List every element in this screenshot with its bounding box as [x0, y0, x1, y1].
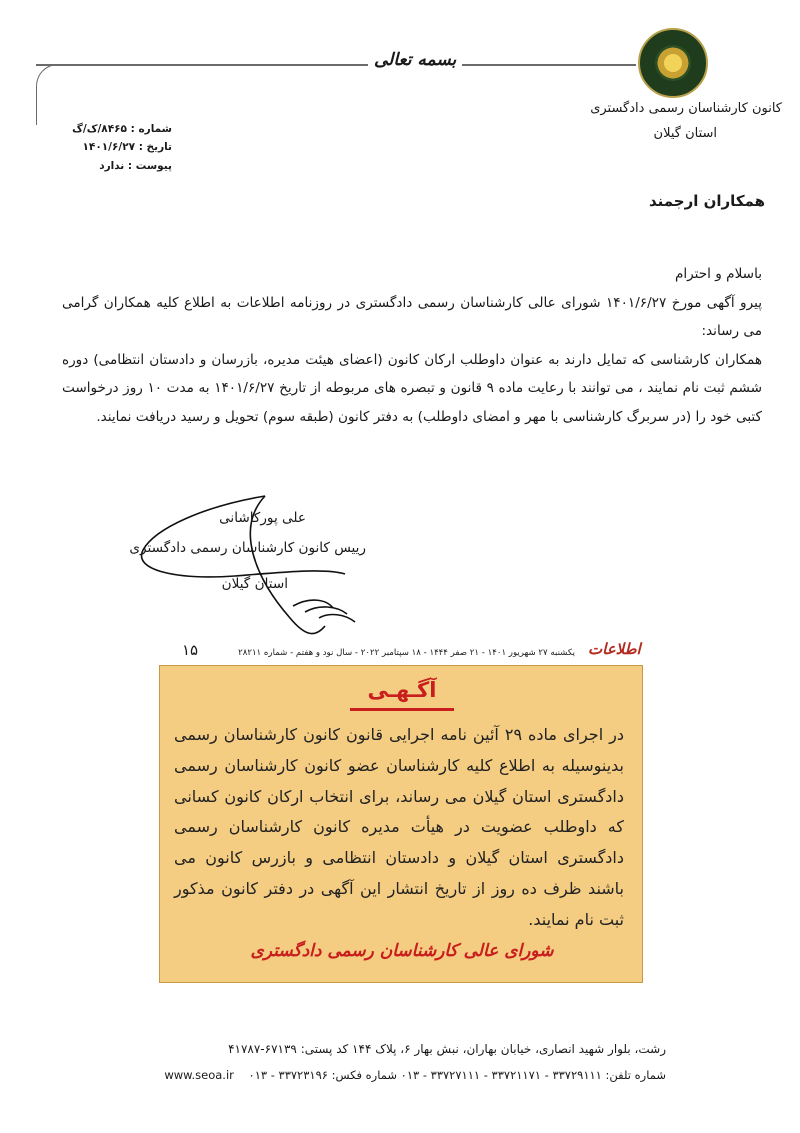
footer-website[interactable]: www.seoa.ir [164, 1068, 234, 1082]
footer-contact [100, 1068, 666, 1082]
letter-body [62, 260, 762, 432]
advertisement-title-underline [350, 708, 454, 711]
newspaper-logo: اطلاعات [588, 640, 641, 658]
advertisement-signature: شورای عالی کارشناسان رسمی دادگستری [250, 941, 554, 961]
greeting: باسلام و احترام [674, 266, 762, 282]
signatory-title: رییس کانون کارشناسان رسمی دادگستری [129, 540, 366, 556]
newspaper-dateline: یکشنبه ۲۷ شهریور ۱۴۰۱ - ۲۱ صفر ۱۴۴۴ - ۱۸ سپتامبر ۲۰۲۲ - سال نود و هفتم - شماره ۲۸۲۱۱ [238, 648, 575, 658]
organization-name: کانون کارشناسان رسمی دادگستری [590, 101, 782, 116]
newspaper-advertisement [159, 665, 643, 983]
advertisement-body: در اجرای ماده ۲۹ آئین نامه اجرایی قانون کانون کارشناسان رسمی بدینوسیله به اطلاع کلیه کارشناسان عضو کانون کارشناسان رسمی دادگستری استان گیلان می رساند، برای انتخاب ارکان کانون کسانی که داوطلب عضویت در هیأت مدیره کانون کارشناسان رسمی دادگستری استان گیلان و دادستان انتظامی و بازرس کانون می باشند ظرف ده روز از تاریخ انتشار این آگهی در دفتر کانون مذکور ثبت نام نمایند. [174, 725, 624, 929]
body-paragraph-1: پیرو آگهی مورخ ۱۴۰۱/۶/۲۷ شورای عالی کارشناسان رسمی دادگستری در روزنامه اطلاعات به اطلاع کلیه همکاران گرامی می رساند: [62, 294, 762, 340]
footer-address: رشت، بلوار شهید انصاری، خیابان بهاران، نبش بهار ۶، پلاک ۱۴۴ کد پستی: ۶۷۱۳۹-۴۱۷۸۷ [228, 1042, 666, 1056]
organization-province: استان گیلان [653, 126, 717, 141]
header-rule [36, 64, 636, 66]
letter-date: تاریخ : ۱۴۰۱/۶/۲۷ [82, 141, 172, 153]
footer-phone: شماره تلفن: ۳۳۷۲۹۱۱۱ - ۳۳۷۲۱۱۷۱ - ۳۳۷۲۷۱۱۱ - ۰۱۳ شماره فکس: ۳۳۷۲۳۱۹۶ - ۰۱۳ [248, 1068, 666, 1082]
advertisement-title: آگـهـی [367, 678, 437, 702]
salutation: همکاران ارجمند [648, 192, 765, 210]
signatory-province: استان گیلان [221, 576, 288, 592]
logo-emblem-icon [655, 45, 691, 81]
body-paragraph-2: همکاران کارشناسی که تمایل دارند به عنوان داوطلب ارکان کانون (اعضای هیئت مدیره، بازرسان و دادستان انتظامی) دوره ششم ثبت نام نمایند ، می توانند با رعایت ماده ۹ قانون و تبصره های مربوطه از تاریخ ۱۴۰۱/۶/۲۷ به مدت ۱۰ روز درخواست کتبی خود را (در سربرگ کارشناسی با مهر و امضای داوطلب) به دفتر کانون (طبقه سوم) تحویل و رسید دریافت نمایند. [62, 351, 762, 425]
letter-attachment: پیوست : ندارد [99, 160, 172, 172]
organization-logo [638, 28, 708, 98]
newspaper-page-number: ۱۵ [182, 641, 199, 659]
signatory-name: علی پورکاشانی [219, 510, 306, 526]
header-corner-arc [36, 64, 59, 125]
letter-number: شماره : ۸۴۶۵/ک/گ [72, 123, 172, 135]
bismillah-heading: بسمه تعالی [368, 50, 462, 70]
